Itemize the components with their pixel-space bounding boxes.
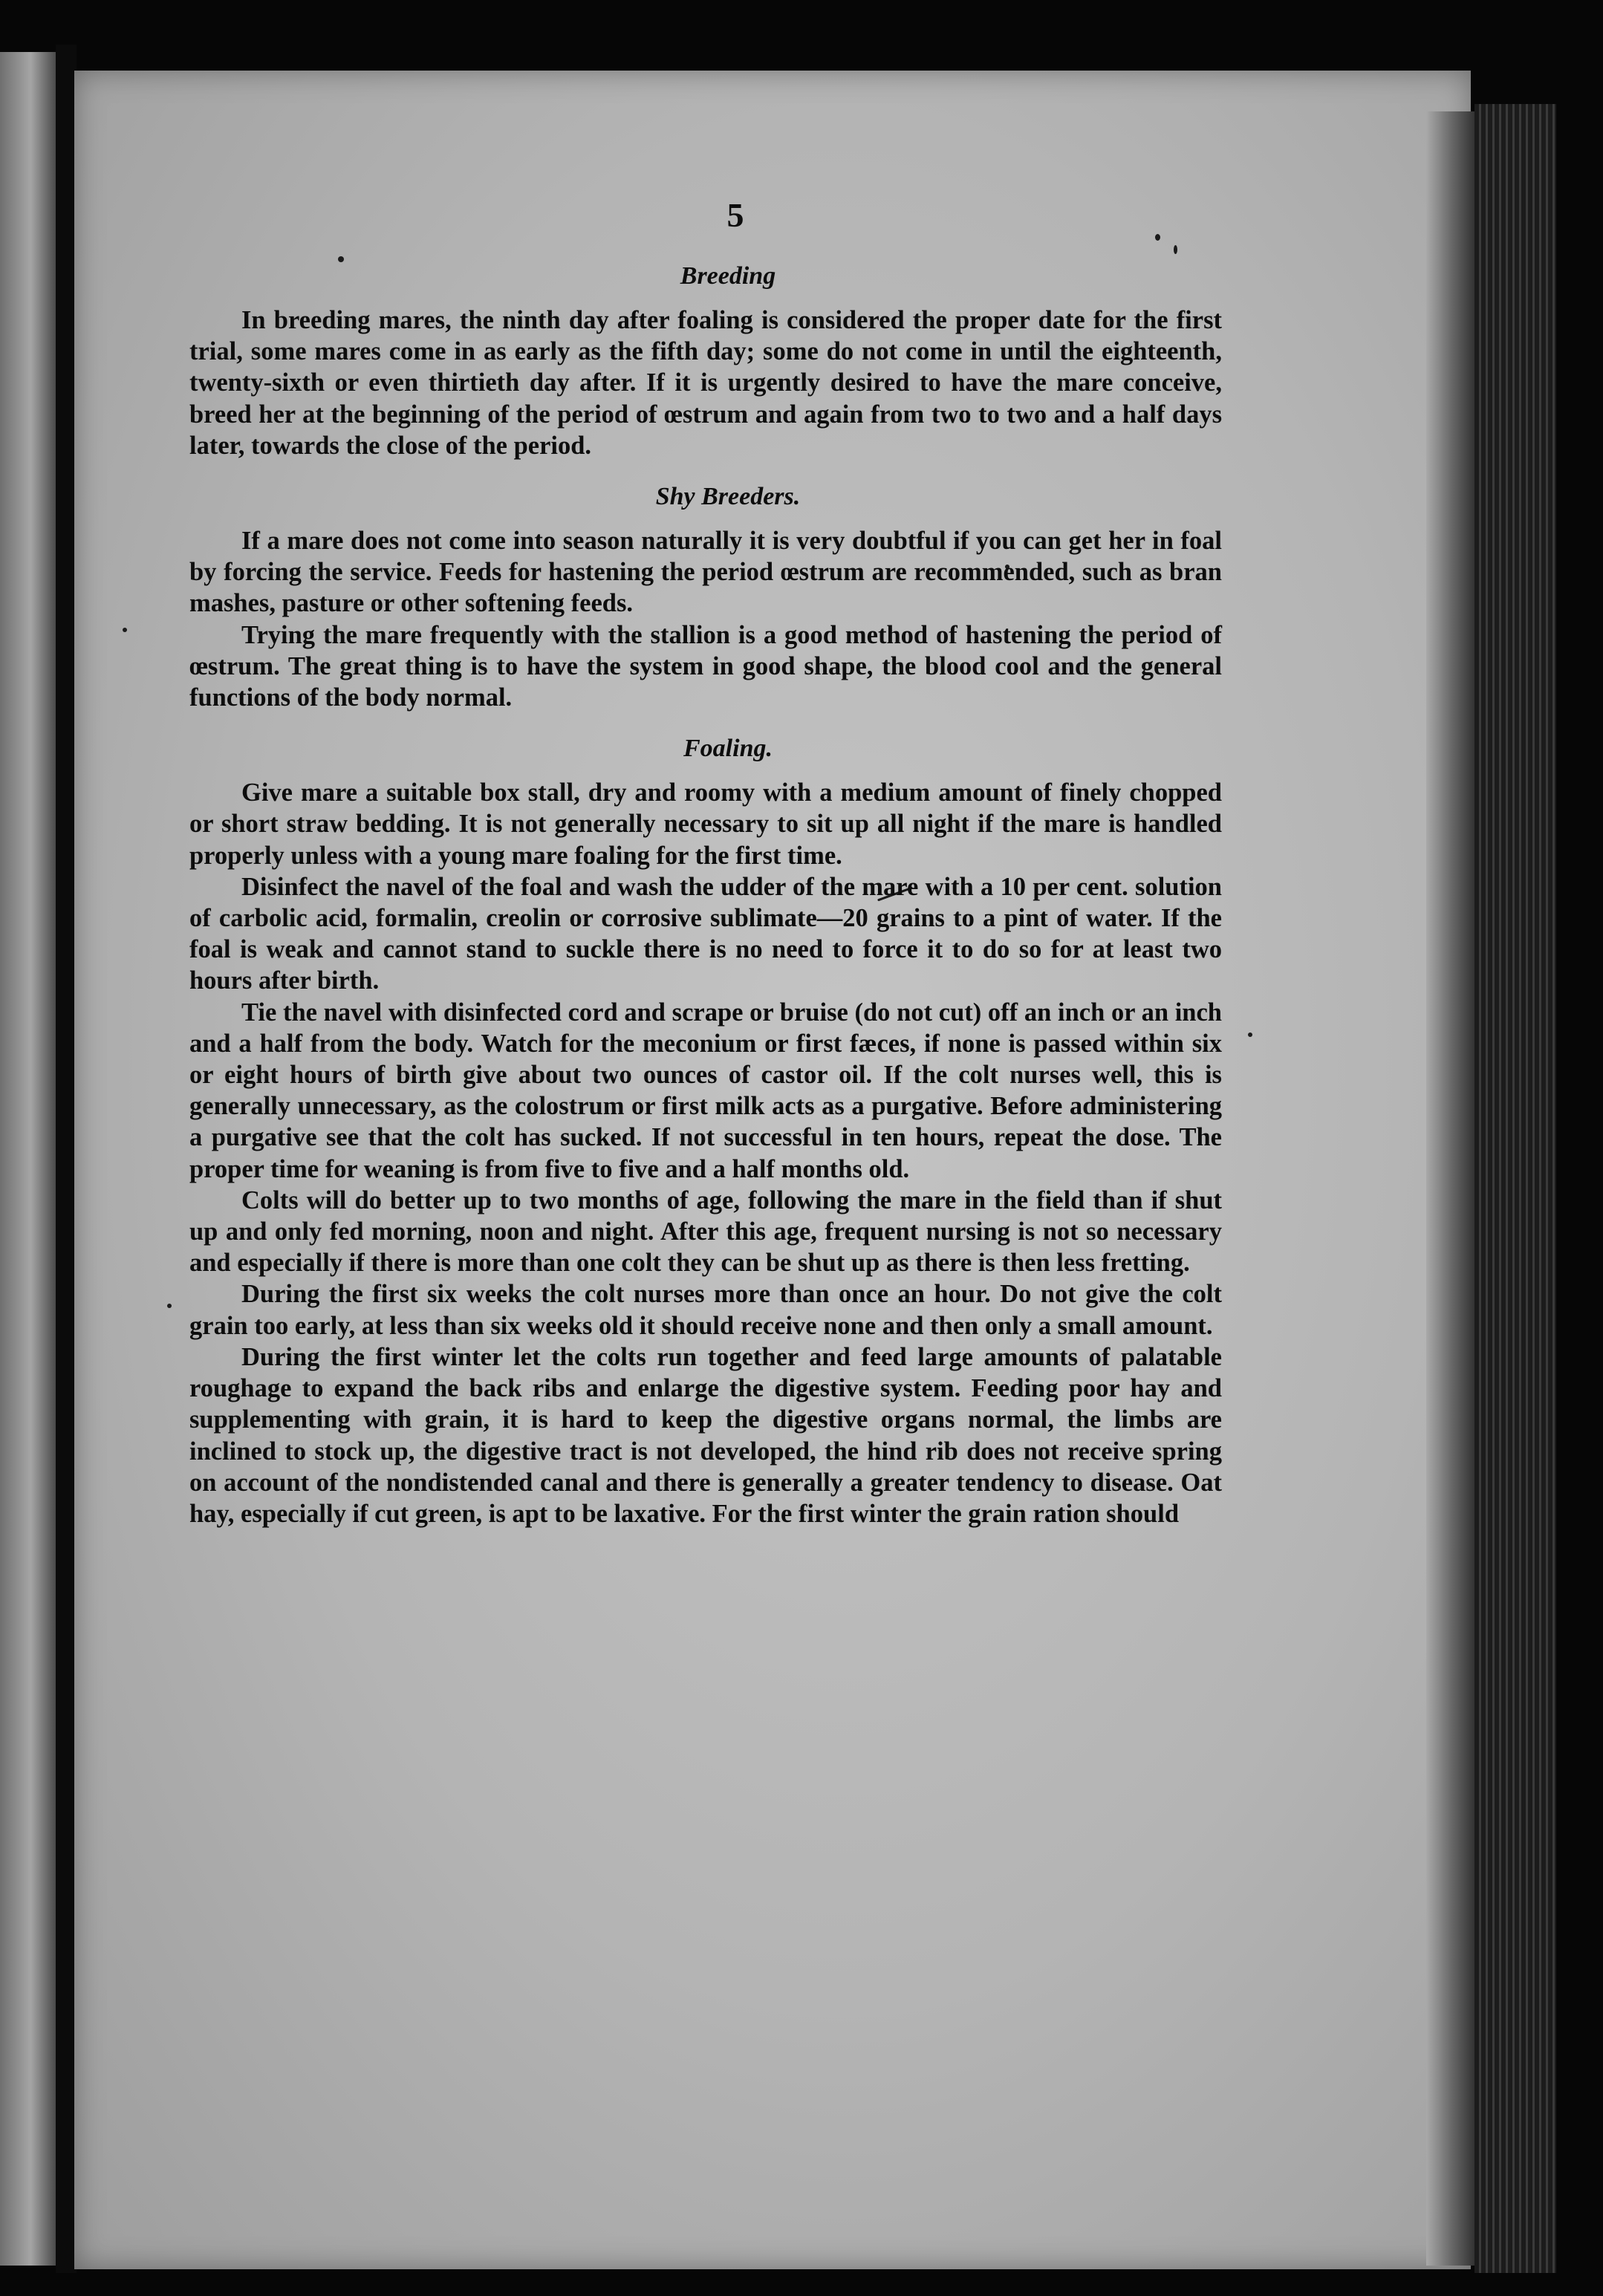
page-right-edge xyxy=(1426,111,1478,2266)
paragraph: Tie the navel with disinfected cord and scrape or bruise (do not cut) off an inch or an inch and a half from the body. Watch for the meconium or first fæces, if none is passed within six or eight hours of birth give about two ounces of castor oil. If the colt nurses well, this is generally unnecessary, as the colostrum or first milk acts as a purgative. Before administering a purgative see that the colt has sucked. If not successful in ten hours, repeat the dose. The proper time for weaning is from five to five and a half months old. xyxy=(189,998,1222,1183)
paragraph: Disinfect the navel of the foal and wash the udder of the mare with a 10 per cent. solution of carbolic acid, formalin, creolin or corrosive sublimate—20 grains to a pint of water. If the foal is weak and cannot stand to suckle there is no need to force it to do so for at least two hours after birth. xyxy=(189,872,1222,995)
paragraph: In breeding mares, the ninth day after foaling is considered the proper date for the first trial, some mares come in as early as the fifth day; some do not come in until the eighteenth, twenty-sixth or even thirtieth day after. If it is urgently desired to have the mare conceive, breed her at the beginning of the period of œstrum and again from two to two and a half days later, towards the close of the period. xyxy=(189,306,1222,460)
section-heading-shy-breeders: Shy Breeders. xyxy=(655,483,801,511)
paragraph: Give mare a suitable box stall, dry and roomy with a medium amount of finely chopped or short straw bedding. It is not generally necessary to sit up all night if the mare is handled properly unless with a young mare foaling for the first time. xyxy=(189,778,1222,870)
book-gutter xyxy=(56,45,77,2273)
section-heading-foaling: Foaling. xyxy=(683,735,773,763)
paragraph: Trying the mare frequently with the stallion is a good method of hastening the period of œstrum. The great thing is to have the system in good shape, the blood cool and the general functions of the body normal. xyxy=(189,620,1222,712)
speck xyxy=(123,628,127,632)
paragraph: Colts will do better up to two months of age, following the mare in the field than if shut up and only fed morning, noon and night. After this age, frequent nursing is not so necessary and especially if there is more than one colt they can be shut up as there is then less fretting. xyxy=(189,1186,1222,1278)
stacked-page-edges xyxy=(1474,104,1556,2273)
page-number: 5 xyxy=(726,196,744,234)
section-heading-breeding: Breeding xyxy=(680,262,776,290)
speck xyxy=(167,1304,172,1308)
speck xyxy=(1248,1032,1252,1037)
page-content xyxy=(189,193,1222,1529)
paragraph: During the first six weeks the colt nurses more than once an hour. Do not give the colt grain too early, at less than six weeks old it should receive none and then only a small amount. xyxy=(189,1280,1222,1340)
paragraph: During the first winter let the colts run together and feed large amounts of palatable roughage to expand the back ribs and enlarge the digestive system. Feeding poor hay and supplementing with grain, it is hard to keep the digestive organs normal, the limbs are inclined to stock up, the digestive tract is not developed, the hind rib does not receive spring on account of the nondistended canal and there is generally a greater tendency to disease. Oat hay, especially if cut green, is apt to be laxative. For the first winter the grain ration should xyxy=(189,1342,1222,1528)
previous-page-edge xyxy=(0,52,56,2266)
paragraph: If a mare does not come into season naturally it is very doubtful if you can get her in foal by forcing the service. Feeds for hastening the period œstrum are recommended, such as bran mashes, pasture or other softening feeds. xyxy=(189,527,1222,618)
